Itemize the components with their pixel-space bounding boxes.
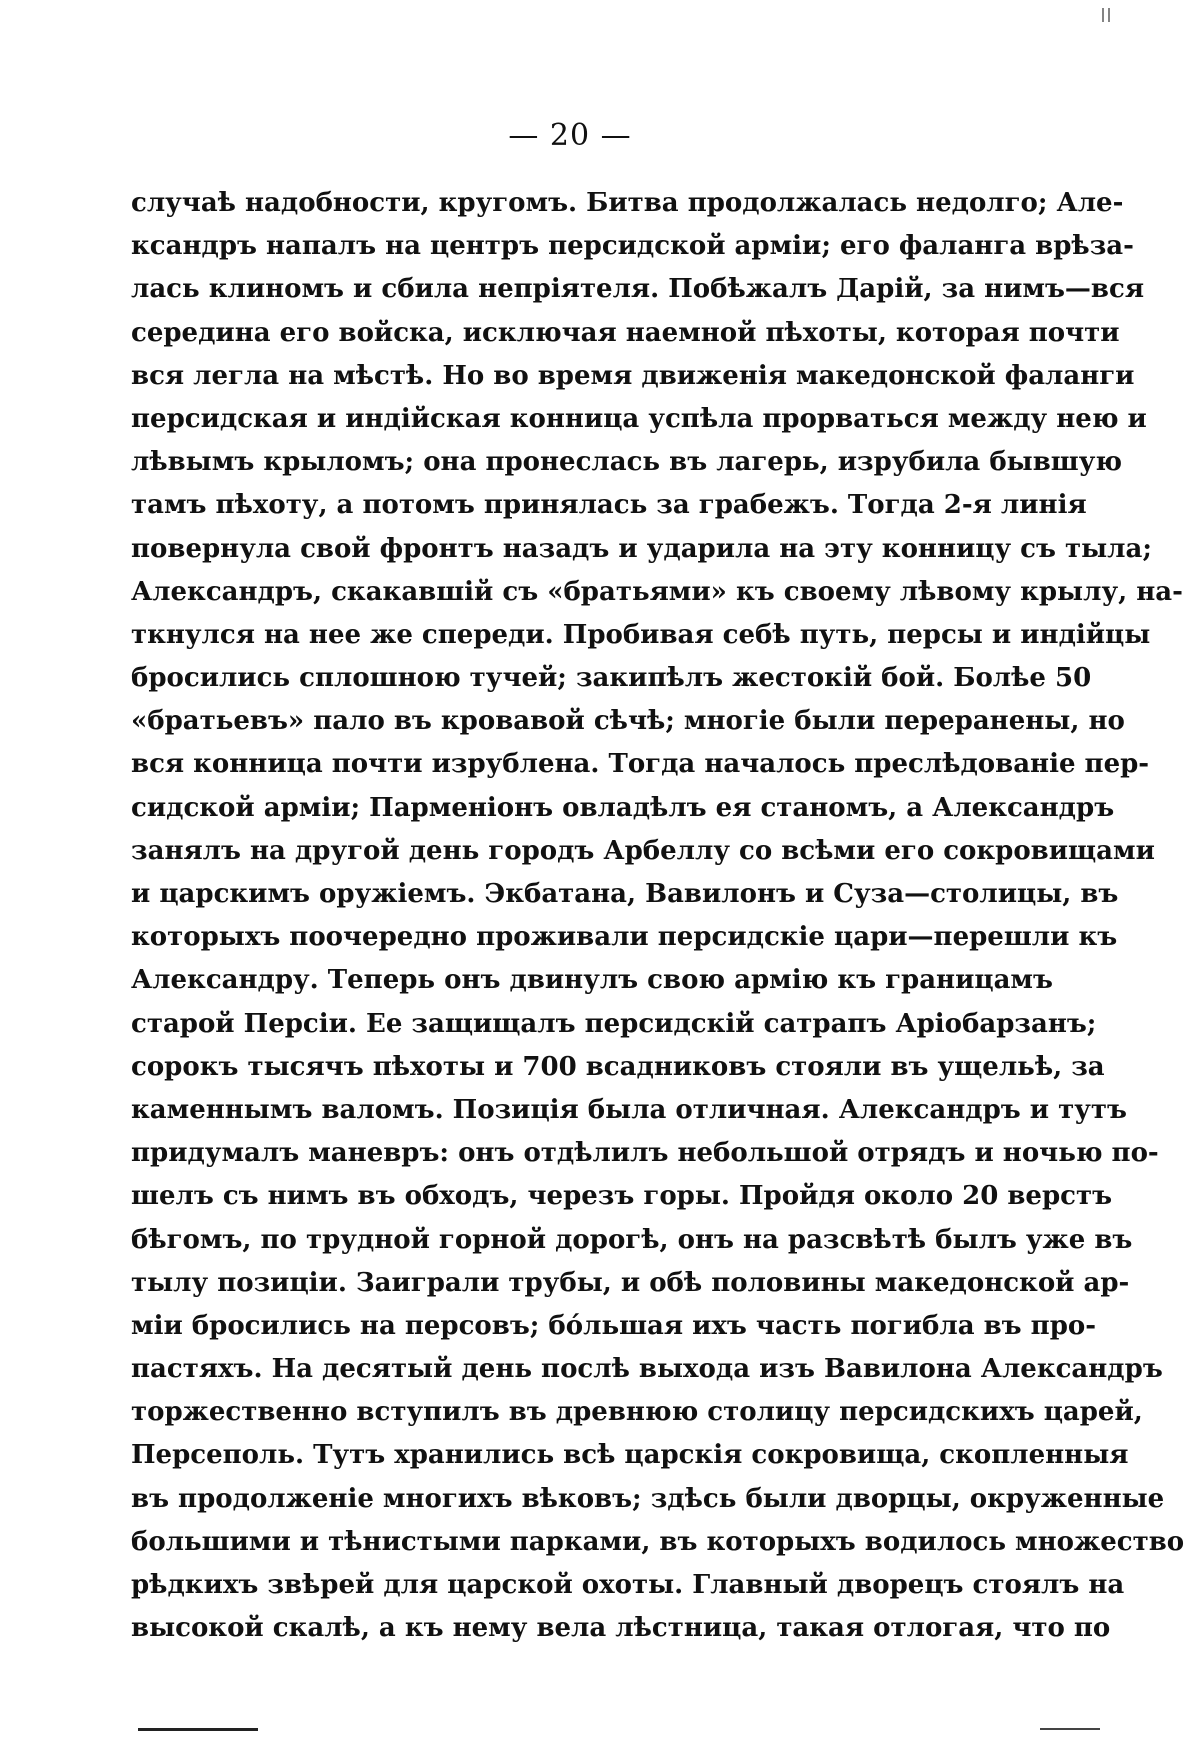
bottom-rule-left: [138, 1728, 258, 1731]
page-number: — 20 —: [508, 118, 632, 153]
text-line: въ продолженіе многихъ вѣковъ; здѣсь были дворцы, окруженные: [131, 1483, 1165, 1514]
text-line: старой Персіи. Ее защищалъ персидскій сатрапъ Аріобарзанъ;: [131, 1008, 1097, 1039]
text-line: сорокъ тысячъ пѣхоты и 700 всадниковъ стояли въ ущельѣ, за: [131, 1051, 1105, 1082]
body-text: [131, 182, 1184, 1650]
text-line: середина его войска, исключая наемной пѣхоты, которая почти: [131, 317, 1120, 348]
text-line: міи бросились на персовъ; бóльшая ихъ часть погибла въ про-: [131, 1310, 1097, 1341]
text-line: тылу позиціи. Заиграли трубы, и обѣ половины македонской ар-: [131, 1267, 1130, 1298]
text-line: и царскимъ оружіемъ. Экбатана, Вавилонъ и Суза—столицы, въ: [131, 879, 1119, 909]
text-line: придумалъ маневръ: онъ отдѣлилъ небольшой отрядъ и ночью по-: [131, 1138, 1159, 1169]
text-line: лѣвымъ крыломъ; она пронеслась въ лагерь, изрубила бывшую: [131, 447, 1123, 478]
text-line: повернула свой фронтъ назадъ и ударила на эту конницу съ тыла;: [131, 533, 1152, 564]
text-line: которыхъ поочередно проживали персидскіе цари—перешли къ: [131, 922, 1118, 953]
text-line: Александръ, скакавшій съ «братьями» къ своему лѣвому крылу, на-: [131, 576, 1183, 607]
text-line: торжественно вступилъ въ древнюю столицу персидскихъ царей,: [131, 1397, 1143, 1428]
text-line: сидской арміи; Парменіонъ овладѣлъ ея станомъ, а Александръ: [131, 792, 1115, 823]
text-line: рѣдкихъ звѣрей для царской охоты. Главный дворецъ стоялъ на: [131, 1570, 1125, 1600]
text-line: пастяхъ. На десятый день послѣ выхода изъ Вавилона Александръ: [131, 1354, 1163, 1385]
text-line: лась клиномъ и сбила непріятеля. Побѣжалъ Дарій, за нимъ—вся: [131, 274, 1145, 305]
text-line: каменнымъ валомъ. Позиція была отличная. Александръ и тутъ: [131, 1094, 1127, 1125]
bottom-rule-right: [1040, 1728, 1100, 1730]
text-line: ткнулся на нее же спереди. Пробивая себѣ путь, персы и индійцы: [131, 619, 1151, 650]
text-line: занялъ на другой день городъ Арбеллу со всѣми его сокровищами: [131, 835, 1155, 866]
text-line: «братьевъ» пало въ кровавой сѣчѣ; многіе были переранены, но: [131, 706, 1125, 737]
text-line: бѣгомъ, по трудной горной дорогѣ, онъ на разсвѣтѣ былъ уже въ: [131, 1224, 1133, 1255]
text-line: персидская и индійская конница успѣла прорваться между нею и: [131, 403, 1147, 434]
text-line: большими и тѣнистыми парками, въ которыхъ водилось множество: [131, 1526, 1184, 1557]
text-line: шелъ съ нимъ въ обходъ, черезъ горы. Пройдя около 20 верстъ: [131, 1181, 1113, 1212]
text-line: высокой скалѣ, а къ нему вела лѣстница, такая отлогая, что по: [131, 1613, 1111, 1644]
text-line: тамъ пѣхоту, а потомъ принялась за грабежъ. Тогда 2-я линія: [131, 490, 1087, 521]
text-line: вся легла на мѣстѣ. Но во время движенія македонской фаланги: [131, 360, 1135, 391]
text-line: вся конница почти изрублена. Тогда началось преслѣдованіе пер-: [131, 749, 1150, 780]
text-line: Персеполь. Тутъ хранились всѣ царскія сокровища, скопленныя: [131, 1440, 1129, 1471]
scan-artifact-mark: [1102, 8, 1110, 22]
text-line: случаѣ надобности, кругомъ. Битва продолжалась недолго; Але-: [131, 188, 1124, 218]
text-line: Александру. Теперь онъ двинулъ свою армію къ границамъ: [131, 965, 1053, 996]
text-line: бросились сплошною тучей; закипѣлъ жестокій бой. Болѣе 50: [131, 663, 1092, 694]
text-line: ксандръ напалъ на центръ персидской арміи; его фаланга врѣза-: [131, 231, 1134, 262]
